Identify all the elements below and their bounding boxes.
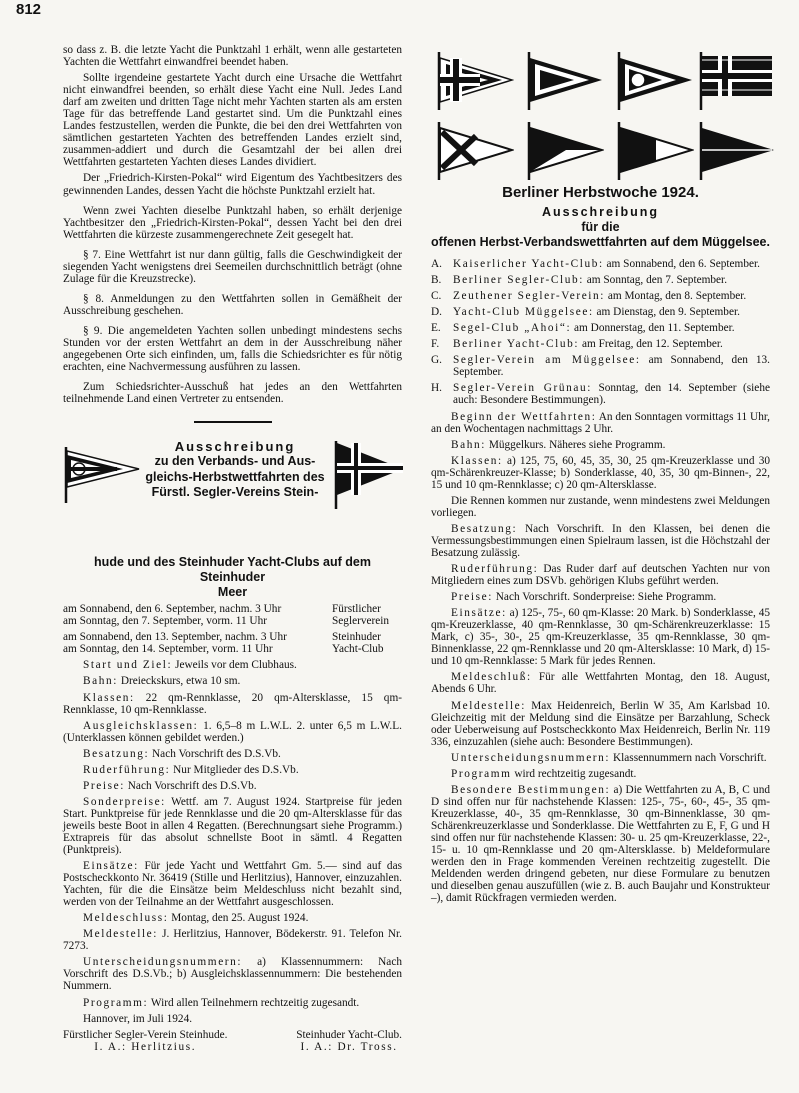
regulation-key: Preise: [451, 591, 493, 604]
regulation-value: Nach Vorschrift des D.S.Vb. [124, 779, 257, 792]
club-name: Berliner Yacht-Club: [453, 338, 580, 351]
paragraph: Wenn zwei Yachten dieselbe Punktzahl haben, so erhält derjenige Yachtbesitzer den „Friedrich-Kirsten-Pokal“, dessen Yacht bei den drei Wettfahrten die kürzeste zusammengerechnete Zeit gesegelt hat. [63, 204, 402, 241]
pennant-half-icon [616, 120, 694, 182]
club-name: Segler-Verein am Müggelsee: [453, 354, 641, 367]
item-letter: B. [431, 274, 442, 287]
regatta-dates [63, 603, 402, 655]
signatures [63, 1029, 402, 1053]
regulation-key: Besatzung: [83, 747, 150, 760]
regulation-item [431, 495, 770, 519]
regulation-value: Müggelkurs. Näheres siehe Programm. [486, 438, 666, 451]
regulation-key: Beginn der Wettfahrten: [451, 410, 597, 423]
regulation-key: Programm: [83, 996, 149, 1009]
paragraph: Sollte irgendeine gestartete Yacht durch eine Ursache die Wettfahrt nicht einwandfrei beenden, so erhält diese Yacht eine Null. Jedes Land darf am zweiten und dritten Tage nicht mehr Yachten starten als am ersten Tage für das betreffende Land gestartet sind. Um die Punktzahl eines Landes festzustellen, werden die Punkte, die bei den drei Wettfahrten von sämtlichen gestarteten Yachten des betreffenden Landes erzielt sind, zusammen-addiert und durch die Gesamtzahl der bei allen drei Wettfahrten gestarteten Yachten dieses Landes dividiert. [63, 72, 402, 169]
announcement-line: Meer [217, 585, 248, 600]
regulation-item [431, 439, 770, 451]
regulation-value: a) 125-, 75-, 60 qm-Klasse: 20 Mark. b) Sonderklasse, 45 qm-Kreuzerklasse, 40 qm-Rennklasse, 30 qm-Schärenkreuzerklasse: 15 Mark, c) 35-, 30-, 25 qm-Kreuzerklasse, 35 qm-Rennklasse, 30 qm-Binnenklasse, 22 qm-Rennklasse und 20 qm-Altersklasse: 10 Mark, d) 15- und 10 qm-Rennklasse: 5 Mark für jedes Rennen. [431, 607, 770, 668]
club-date: am Montag, den 8. September. [605, 290, 747, 303]
club-name: Yacht-Club Müggelsee: [453, 306, 594, 319]
regulation-value: Nur Mitglieder des D.S.Vb. [170, 763, 299, 776]
section-subtitle: Ausschreibung [542, 205, 659, 220]
regulation-value: 22 qm-Rennklasse, 20 qm-Altersklasse, 15 qm-Rennklasse, 10 qm-Rennklasse. [63, 691, 402, 716]
pennant-stripe-icon [698, 120, 776, 182]
regulation-item [63, 675, 402, 687]
right-column [431, 184, 771, 905]
regulation-item [63, 692, 402, 716]
page-number: 812 [16, 1, 42, 18]
flag-cross-icon [698, 50, 774, 112]
section-divider [194, 421, 272, 423]
regulation-item [63, 912, 402, 924]
paragraph: so dass z. B. die letzte Yacht die Punktzahl 1 erhält, wenn alle gestarteten Yachten die Wettfahrt einwandfrei beendet haben. [63, 44, 402, 69]
club-schedule-item [431, 322, 770, 334]
regulation-key: Besondere Bestimmungen: [451, 783, 611, 796]
regulation-item [431, 411, 770, 435]
regulation-key: Bahn: [451, 438, 486, 451]
regulation-key: Ruderführung: [83, 763, 171, 776]
regulation-value: a) Klassennummern: Nach Vorschrift des D.S.Vb.; b) Ausgleichsklassennummern: Die bestehenden Nummern. [63, 956, 402, 993]
regulation-value: Wettf. am 7. August 1924. Startpreise für jeden Start. Punktpreise für jede Rennklasse und die 20 qm-Altersklasse für das jeweils beste Boot in allen 4 Regatten. (Berechnungsart siehe Programm.) Extrapreis für das absolut schnellste Boot in sämtl. 4 Regatten (Punktpreis). [63, 795, 402, 857]
club-schedule-item [431, 306, 770, 318]
announcement-heading: Ausschreibung [174, 439, 296, 455]
regulation-value: Montag, den 25. August 1924. [168, 912, 309, 925]
item-letter: D. [431, 306, 442, 319]
regulation-item [431, 591, 770, 603]
regulation-value: Für jede Yacht und Wettfahrt Gm. 5.— sind auf das Postscheckkonto Nr. 36419 (Stille und Herlitzius), Hannover, einzuzahlen. Yachten, für die die Einsätze beim Meldeschluss nicht bezahlt sind, werden von der Teilnahme an der Wettfahrt ausgeschlossen. [63, 860, 402, 909]
place-date: Hannover, im Juli 1924. [83, 1012, 193, 1025]
announcement-line: Fürstl. Segler-Vereins Stein- [151, 484, 319, 499]
item-letter: G. [431, 354, 442, 367]
regulation-item [63, 860, 402, 908]
regulation-item [431, 784, 770, 904]
item-letter: C. [431, 290, 442, 303]
paragraph: § 9. Die angemeldeten Yachten sollen unbedingt mindestens sechs Stunden vor der ersten Wettfahrt an dem in der Ausschreibung näher angegebenen Orte sich einfinden, um, falls die Schiedsrichter es für nötig erachten, eine Nachvermessung ausführen zu lassen. [63, 324, 402, 374]
regulation-key: Meldeschluß: [451, 671, 532, 684]
regulation-item [431, 752, 770, 764]
regulation-item [431, 700, 770, 748]
regulation-value: Jeweils vor dem Clubhaus. [172, 659, 297, 672]
pennant-triangle-icon [526, 50, 604, 112]
announcement-line: hude und des Steinhuder Yacht-Clubs auf dem Steinhuder [94, 555, 371, 585]
paragraph: Zum Schiedsrichter-Ausschuß hat jedes an den Wettfahrten teilnehmende Land einen Vertreter zu entsenden. [63, 381, 402, 406]
announcement-line: zu den Verbands- und Aus- [154, 454, 316, 469]
pennant-saltire-icon [436, 120, 514, 182]
pennant-diagonal-icon [526, 120, 604, 182]
regulation-value: Wird allen Teilnehmern rechtzeitig zugesandt. [148, 996, 360, 1009]
club-name: Berliner Segler-Club: [453, 274, 584, 287]
regulation-value: Für alle Wettfahrten Montag, den 18. August, Abends 6 Uhr. [431, 671, 770, 696]
date-row: am Sonnabend, den 6. September, nachm. 3 Uhr Fürstlicher [63, 603, 381, 616]
item-letter: H. [431, 382, 442, 395]
regulation-value: Das Ruder darf auf deutschen Yachten nur von Mitgliedern eines zum DSVb. gehörigen Klubs geführt werden. [431, 563, 770, 588]
regulation-key: Unterscheidungsnummern: [83, 956, 243, 969]
date-row: am Sonntag, den 7. September, vorm. 11 Uhr Seglerverein [63, 615, 390, 628]
regulation-key: Ausgleichsklassen: [83, 719, 199, 732]
paragraph: § 8. Anmeldungen zu den Wettfahrten sollen in Gemäßheit der Ausschreibung geschehen. [63, 292, 402, 317]
regulation-item [431, 607, 770, 667]
regulation-key: Bahn: [83, 675, 118, 688]
pennant-steinhude-icon [63, 445, 141, 505]
regulation-value: a) Die Wettfahrten zu A, B, C und D sind offen nur für nachstehende Klassen: 125-, 75-, 60-, 45-, 35 qm-Kreuzerklasse, 40-, 35 qm-Rennklasse, 30 qm-Binnenklasse, 30 qm-Schärenkreuzerklasse und Sonderklasse. Die Wettfahrten zu E, F, G und H sind offen nur für nachstehende Klassen: 30- u. 25 qm-Kreuzerklasse, 22-, 15- u. 10 qm-Rennklasse und 20 qm-Altersklasse. b) Meldeformulare werden den in Frage kommenden Vereinen rechtzeitig zugestellt. Die Meldenden werden dringend gebeten, nur diese Formulare zu benutzen und dieselben genau auszufüllen (wie z. B. auch Baujahr und Konstrukteur –), damit Rückfragen vermieden werden. [431, 783, 771, 905]
regulation-value: Nach Vorschrift. Sonderpreise: Siehe Programm. [492, 591, 717, 604]
regulation-item [431, 671, 770, 695]
announcement-title [143, 439, 327, 500]
club-name: Kaiserlicher Yacht-Club: [453, 258, 604, 271]
regulation-item [63, 764, 402, 776]
club-date: am Sonntag, den 7. September. [583, 274, 728, 287]
regulation-value: Klassennummern nach Vorschrift. [610, 751, 767, 764]
regulation-key: Klassen: [451, 454, 503, 467]
regulation-value: J. Herlitzius, Hannover, Bödekerstr. 91. Telefon Nr. 7273. [63, 928, 402, 953]
club-schedule-item [431, 258, 770, 270]
regulation-value: a) 125, 75, 60, 45, 35, 30, 25 qm-Kreuzerklasse und 30 qm-Schärenkreuzer-Klasse; b) Sonderklasse, 40, 35, 30 qm-Binnen-, 22, 15 und 10 qm-Rennklasse; c) 20 qm-Altersklasse. [431, 454, 770, 491]
pennant-circle-icon [616, 50, 694, 112]
left-column [63, 44, 402, 1053]
club-schedule-item [431, 382, 770, 406]
regulation-item [431, 523, 770, 559]
club-date: am Sonnabend, den 6. September. [603, 258, 760, 271]
regulation-key: Einsätze: [83, 860, 139, 873]
club-date: Sonntag, den 14. September (siehe auch: Besondere Bestimmungen). [453, 382, 770, 407]
signature-right: Steinhuder Yacht-Club. I. A.: Dr. Tross. [296, 1028, 402, 1053]
item-letter: F. [431, 338, 440, 351]
club-schedule-item [431, 274, 770, 286]
item-letter: E. [431, 322, 441, 335]
club-name: Segler-Verein Grünau: [453, 382, 592, 395]
regulation-item [431, 768, 770, 780]
regulation-value: 1. 6,5–8 m L.W.L. 2. unter 6,5 m L.W.L. (Unterklassen können gebildet werden.) [63, 719, 402, 744]
announcement-line: gleichs-Herbstwettfahrten des [145, 469, 325, 484]
regulation-item [63, 748, 402, 760]
section-subtitle: für die [581, 220, 620, 235]
regulation-item [63, 928, 402, 952]
regulation-key: Besatzung: [451, 522, 518, 535]
regulation-value: An den Sonntagen vormittags 11 Uhr, an den Wochentagen nachmittags 2 Uhr. [431, 410, 770, 435]
section-subtitle: offenen Herbst-Verbandswettfahrten auf dem Müggelsee. [431, 235, 770, 250]
club-date: am Dienstag, den 9. September. [593, 306, 740, 319]
regulation-key: Unterscheidungsnummern: [451, 751, 611, 764]
regulation-key: Meldestelle: [83, 928, 159, 941]
regulation-item [63, 659, 402, 671]
regulation-value: Dreieckskurs, etwa 10 sm. [118, 675, 241, 688]
club-date: am Donnerstag, den 11. September. [571, 322, 735, 335]
regulation-list [431, 411, 770, 905]
regulation-value: wird rechtzeitig zugesandt. [511, 767, 637, 780]
regulation-key: Einsätze: [451, 607, 507, 620]
regulation-item [63, 780, 402, 792]
regulation-list [63, 659, 402, 1008]
regulation-item [431, 455, 770, 491]
club-schedule-item [431, 290, 770, 302]
regulation-item [63, 796, 402, 856]
regulation-item [63, 720, 402, 744]
pennant-yachtclub-icon [333, 439, 405, 511]
club-date: am Freitag, den 12. September. [579, 338, 723, 351]
regulation-key: Start und Ziel: [83, 659, 173, 672]
regulation-item [63, 956, 402, 992]
club-date: am Sonnabend, den 13. September. [453, 354, 770, 379]
regulation-value: Nach Vorschrift. In den Klassen, bei denen die Vermessungsbestimmungen einen Spielraum lassen, ist die Höchstzahl der Besatzung zulässig. [431, 522, 770, 559]
date-row: am Sonnabend, den 13. September, nachm. 3 Uhr Steinhuder [63, 631, 381, 644]
regulation-value: Nach Vorschrift des D.S.Vb. [149, 747, 281, 760]
regulation-item [63, 997, 402, 1009]
item-letter: A. [431, 258, 442, 271]
signature-left: Fürstlicher Segler-Verein Steinhude. I. A.: Herlitzius. [63, 1028, 228, 1053]
club-name: Zeuthener Segler-Verein: [453, 290, 606, 303]
regulation-key: Meldestelle: [451, 699, 527, 712]
regulation-item [431, 563, 770, 587]
club-name: Segel-Club „Ahoi“: [453, 322, 572, 335]
regulation-key: Ruderführung: [451, 563, 539, 576]
section-title: Berliner Herbstwoche 1924. [502, 184, 699, 201]
pennant-cross-icon [436, 50, 514, 112]
regulation-key: Sonderpreise: [83, 795, 166, 808]
date-row: am Sonntag, den 14. September, vorm. 11 Uhr Yacht-Club [63, 643, 384, 656]
paragraph: § 7. Eine Wettfahrt ist nur dann gültig, falls die Geschwindigkeit der siegenden Yacht wenigstens drei Seemeilen durchschnittlich beträgt (ohne Zulage für die Kreuzstrecke). [63, 248, 402, 285]
announcement-header [63, 439, 402, 571]
regulation-key: Preise: [83, 779, 125, 792]
club-schedule [431, 258, 770, 406]
paragraph: Der „Friedrich-Kirsten-Pokal“ wird Eigentum des Yachtbesitzers des gewinnenden Landes, dessen Yacht die höchste Punktzahl erzielt hat. [63, 172, 402, 197]
regulation-key: Klassen: [83, 691, 135, 704]
club-schedule-item [431, 354, 770, 378]
regulation-value: Die Rennen kommen nur zustande, wenn mindestens zwei Meldungen vorliegen. [431, 494, 770, 519]
regulation-value: Max Heidenreich, Berlin W 35, Am Karlsbad 10. Gleichzeitig mit der Meldung sind die Einsätze per Barzahlung, Scheck oder Ueberweisung auf Postscheckkonto Max Heidenreich, Berlin Nr. 119 336, einzuzahlen (siehe auch: Besondere Bestimmungen). [431, 699, 770, 748]
club-schedule-item [431, 338, 770, 350]
regulation-key: Programm [451, 767, 512, 780]
regulation-key: Meldeschluss: [83, 912, 169, 925]
